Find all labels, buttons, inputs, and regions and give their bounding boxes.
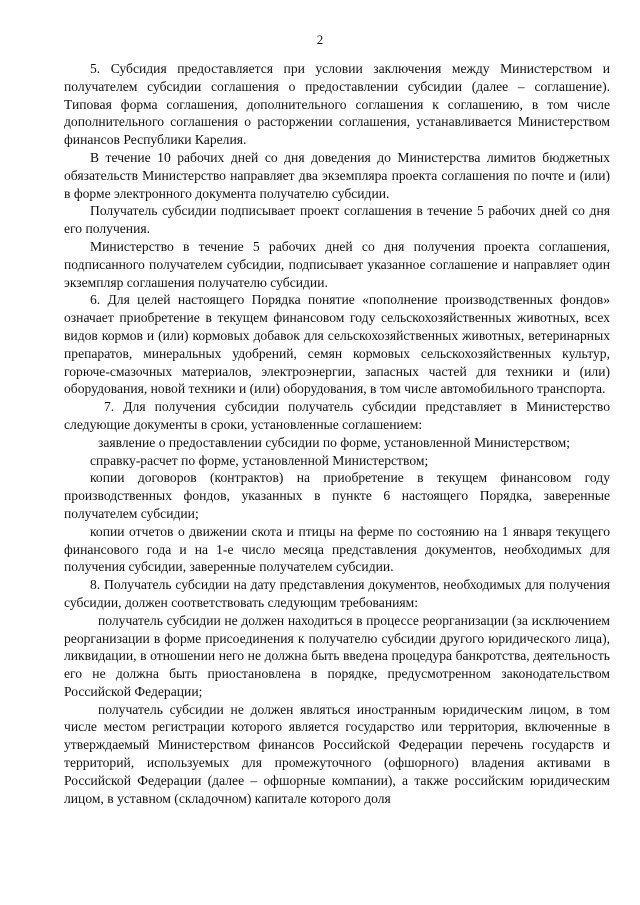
document-body	[64, 60, 610, 807]
requirement-no-reorganization: получатель субсидии не должен находиться в процессе реорганизации (за исключением реорганизации в форме присоединения к получателю субсидии другого юридического лица), ликвидации, в отношении него не должна быть введена процедура банкротства, деятельность его не должна быть приостановлена в порядке, предусмотренном законодательством Российской Федерации;	[64, 612, 610, 699]
paragraph-8-requirements: 8. Получатель субсидии на дату представления документов, необходимых для получения субсидии, должен соответствовать следующим требованиям:	[64, 577, 610, 610]
page-number: 2	[316, 32, 324, 47]
paragraph-6-definition: 6. Для целей настоящего Порядка понятие «пополнение производственных фондов» означает приобретение в текущем финансовом году сельскохозяйственных животных, всех видов кормов и (или) кормовых добавок для сельскохозяйственных животных, ветеринарных препаратов, минеральных удобрений, семян кормовых сельскохозяйственных культур, горюче-смазочных материалов, электроэнергии, запасных частей для техники и (или) оборудования, новой техники и (или) оборудования, в том числе автомобильного транспорта.	[64, 292, 610, 397]
paragraph-recipient-signs: Получатель субсидии подписывает проект соглашения в течение 5 рабочих дней со дня его получения.	[64, 203, 610, 237]
list-item-application: заявление о предоставлении субсидии по форме, установленной Министерством;	[98, 434, 571, 450]
list-item-livestock-reports: копии отчетов о движении скота и птицы на ферме по состоянию на 1 января текущего финансового года и на 1-е число месяца представления документов, необходимых для получения субсидии, заверенные получателем субсидии.	[64, 523, 610, 575]
paragraph-7-documents: 7. Для получения субсидии получатель субсидии представляет в Министерство следующие документы в сроки, установленные соглашением:	[64, 399, 610, 432]
list-item-calculation: справку-расчет по форме, установленной Министерством;	[90, 452, 429, 468]
paragraph-agreement-dispatch: В течение 10 рабочих дней со дня доведения до Министерства лимитов бюджетных обязательств Министерство направляет два экземпляра проекта соглашения по почте и (или) в форме электронного документа получателю субсидии.	[64, 149, 610, 201]
paragraph-5-subsidy-agreement: 5. Субсидия предоставляется при условии заключения между Министерством и получателем субсидии соглашения о предоставлении субсидии (далее – соглашение). Типовая форма соглашения, дополнительного соглашения к соглашению, в том числе дополнительного соглашения о расторжении соглашения, устанавливается Министерством финансов Республики Карелия.	[64, 61, 610, 148]
paragraph-ministry-signs: Министерство в течение 5 рабочих дней со дня получения проекта соглашения, подписанного получателем субсидии, подписывает указанное соглашение и направляет один экземпляр соглашения получателю субсидии.	[64, 238, 610, 290]
requirement-not-foreign-entity: получатель субсидии не должен являться иностранным юридическим лицом, в том числе местом регистрации которого является государство или территория, включенные в утверждаемый Министерством финансов Российской Федерации перечень государств и территорий, используемых для промежуточного (офшорного) владения активами в Российской Федерации (далее – офшорные компании), а также российским юридическим лицом, в уставном (складочном) капитале которого доля	[64, 701, 610, 806]
list-item-contract-copies: копии договоров (контрактов) на приобретение в текущем финансовом году производственных фондов, указанных в пункте 6 настоящего Порядка, заверенные получателем субсидии;	[64, 470, 610, 521]
